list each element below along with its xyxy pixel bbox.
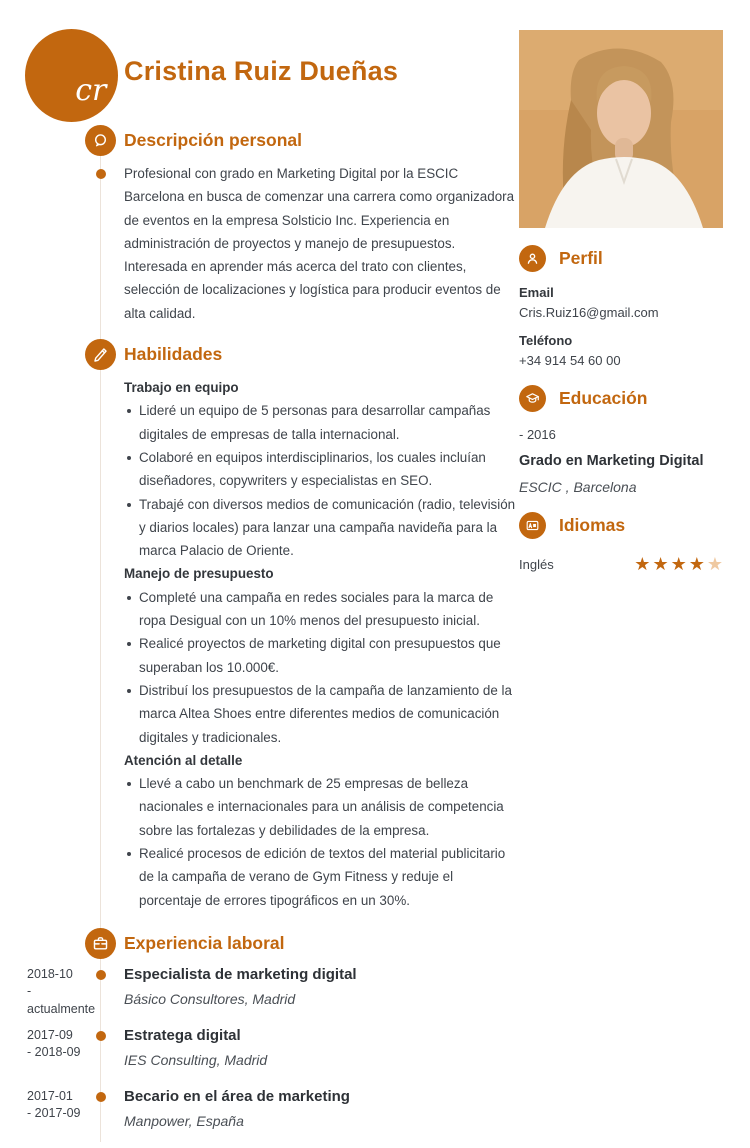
education-school: ESCIC , Barcelona: [519, 479, 637, 495]
summary-text: Profesional con grado en Marketing Digital por la ESCIC Barcelona en busca de comenzar una carrera como organizadora de eventos en la empresa Solsticio Inc. Experiencia en administración de proyectos y manejo de presupuestos. Interesada en aprender más acerca del trato con clientes, selección de localizaciones y logística para producir eventos de alta calidad.: [124, 166, 515, 321]
briefcase-icon: [85, 928, 116, 959]
job-company: Manpower, España: [124, 1112, 244, 1129]
skill-item: Colaboré en equipos interdisciplinarios, los cuales incluían diseñadores, copywriters y especialistas en SEO.: [124, 446, 516, 493]
entry-dot-icon: [96, 1031, 106, 1041]
entry-dot-icon: [96, 1092, 106, 1102]
speech-bubble-icon: [85, 125, 116, 156]
skill-item: Completé una campaña en redes sociales para la marca de ropa Desigual con un 10% menos del presupuesto inicial.: [124, 586, 516, 633]
skill-list: [124, 772, 516, 912]
job-date-line: -: [27, 984, 32, 999]
job-date-line: 2017-01: [27, 1088, 73, 1103]
job-company: Básico Consultores, Madrid: [124, 990, 296, 1007]
phone-value: +34 914 54 60 00: [519, 353, 621, 368]
job-entry: [0, 1087, 512, 1133]
skill-item: Realicé procesos de edición de textos del material publicitario de la campaña de verano de Gym Fitness y reduje el porcentaje de errores tipográficos en un 30%.: [124, 842, 516, 912]
star-filled-icon: ★: [652, 554, 669, 574]
skill-list: [124, 586, 516, 749]
section-education-header: [519, 385, 723, 412]
job-dates: [27, 966, 96, 1019]
star-filled-icon: ★: [670, 554, 687, 574]
section-skills-title: Habilidades: [124, 344, 223, 365]
skill-group: [124, 749, 516, 912]
job-role: Especialista de marketing digital: [124, 965, 357, 983]
job-date-line: 2018-10: [27, 966, 73, 981]
section-experience-header: [0, 928, 512, 959]
email-label: Email: [519, 285, 554, 300]
profile-photo: [519, 30, 723, 228]
language-name: Inglés: [519, 556, 554, 572]
job-date-line: - 2018-09: [27, 1045, 81, 1060]
job-role: Estratega digital: [124, 1026, 241, 1044]
initials-text: cr: [75, 72, 107, 108]
person-icon: [519, 245, 546, 272]
skill-group: [124, 376, 516, 562]
sidebar: [519, 30, 723, 573]
candidate-name: Cristina Ruiz Dueñas: [124, 56, 399, 86]
education-date: - 2016: [519, 427, 556, 442]
star-filled-icon: ★: [634, 554, 651, 574]
section-profile-header: [519, 245, 723, 272]
skill-item: Realicé proyectos de marketing digital con presupuestos que superaban los 10.000€.: [124, 632, 516, 679]
star-filled-icon: ★: [688, 554, 705, 574]
skills-body: [0, 376, 516, 912]
skill-list: [124, 399, 516, 562]
section-languages-title: Idiomas: [559, 515, 626, 535]
skill-item: Llevé a cabo un benchmark de 25 empresas de belleza nacionales e internacionales para un análisis de competencia sobre las fortalezas y debilidades de la empresa.: [124, 772, 516, 842]
job-entry: [0, 965, 512, 1016]
education-degree: Grado en Marketing Digital: [519, 453, 704, 469]
job-date-line: - 2017-09: [27, 1106, 81, 1121]
job-dates: [27, 1027, 93, 1062]
section-profile-title: Perfil: [559, 248, 603, 268]
skill-item: Distribuí los presupuestos de la campaña de lanzamiento de la marca Altea Shoes entre diferentes medios de comunicación digitales y tradicionales.: [124, 679, 516, 749]
email-value: Cris.Ruiz16@gmail.com: [519, 305, 659, 320]
language-rating: [634, 555, 723, 573]
star-empty-icon: ★: [706, 554, 723, 574]
job-company: IES Consulting, Madrid: [124, 1051, 268, 1068]
job-role: Becario en el área de marketing: [124, 1087, 350, 1105]
translate-icon: [519, 512, 546, 539]
job-dates: [27, 1088, 93, 1123]
section-languages-header: [519, 512, 723, 539]
graduation-cap-icon: [519, 385, 546, 412]
job-date-line: 2017-09: [27, 1027, 73, 1042]
skill-item: Trabajé con diversos medios de comunicación (radio, televisión y diarios locales) para lanzar una campaña navideña para la marca Palacio de Oriente.: [124, 493, 516, 563]
skill-group-name: Manejo de presupuesto: [124, 566, 274, 582]
skill-group-name: Trabajo en equipo: [124, 380, 239, 396]
section-education-title: Educación: [559, 388, 648, 408]
phone-label: Teléfono: [519, 333, 573, 348]
summary-entry: [0, 162, 515, 325]
skill-group: [124, 562, 516, 748]
section-skills-header: [0, 339, 512, 370]
main-column: [0, 125, 516, 1148]
entry-dot-icon: [96, 970, 106, 980]
language-entry: [519, 555, 723, 573]
job-date-line: actualmente: [27, 1001, 96, 1016]
section-summary-title: Descripción personal: [124, 130, 302, 150]
section-summary-header: [0, 125, 512, 156]
skill-item: Lideré un equipo de 5 personas para desarrollar campañas digitales de empresas de talla internacional.: [124, 399, 516, 446]
skill-group-name: Atención al detalle: [124, 752, 243, 768]
section-experience-title: Experiencia laboral: [124, 932, 285, 953]
job-entry: [0, 1026, 512, 1072]
initials-badge: [25, 29, 118, 122]
entry-dot-icon: [96, 169, 106, 179]
pencil-icon: [85, 339, 116, 370]
